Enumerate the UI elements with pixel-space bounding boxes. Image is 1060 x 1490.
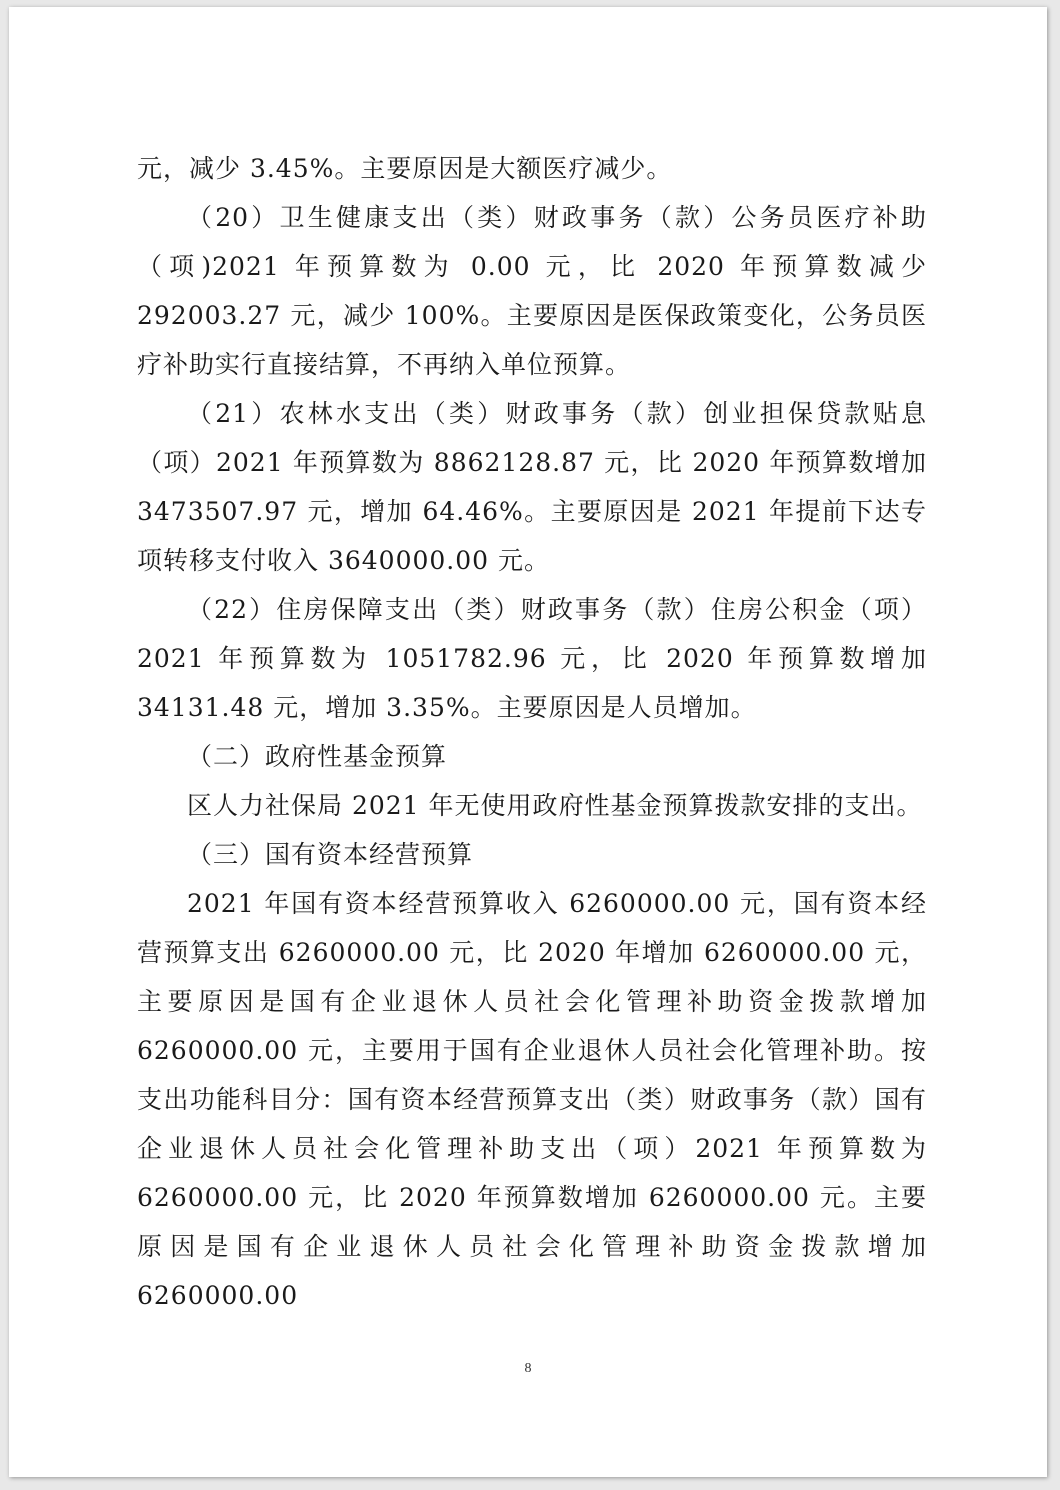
paragraph-item-22: （22）住房保障支出（类）财政事务（款）住房公积金（项）2021 年预算数为 1051782.96 元，比 2020 年预算数增加 34131.48 元，增加 3.35%。主要原因是人员增加。 xyxy=(137,595,927,722)
paragraph-item-21: （21）农林水支出（类）财政事务（款）创业担保贷款贴息（项）2021 年预算数为 8862128.87 元，比 2020 年预算数增加 3473507.97 元，增加 64.46%。主要原因是 2021 年提前下达专项转移支付收入 3640000.00 元。 xyxy=(137,399,927,575)
document-page xyxy=(9,7,1047,1477)
paragraph-government-fund: 区人力社保局 2021 年无使用政府性基金预算拨款安排的支出。 xyxy=(187,791,923,820)
document-body xyxy=(137,144,927,1320)
paragraph-continuation: 元，减少 3.45%。主要原因是大额医疗减少。 xyxy=(137,154,673,183)
page-number: 8 xyxy=(524,1361,532,1376)
section-heading-state-capital: （三）国有资本经营预算 xyxy=(187,840,474,869)
section-heading-government-fund: （二）政府性基金预算 xyxy=(187,742,448,771)
paragraph-state-capital: 2021 年国有资本经营预算收入 6260000.00 元，国有资本经营预算支出 6260000.00 元，比 2020 年增加 6260000.00 元，主要原因是国有企业退休人员社会化管理补助资金拨款增加 6260000.00 元，主要用于国有企业退休人员社会化管理补助。按支出功能科目分：国有资本经营预算支出（类）财政事务（款）国有企业退休人员社会化管理补助支出（项）2021 年预算数为 6260000.00 元，比 2020 年预算数增加 6260000.00 元。主要原因是国有企业退休人员社会化管理补助资金拨款增加 6260000.00 xyxy=(137,889,927,1310)
paragraph-item-20: （20）卫生健康支出（类）财政事务（款）公务员医疗补助（项)2021 年预算数为 0.00 元，比 2020 年预算数减少 292003.27 元，减少 100%。主要原因是医保政策变化，公务员医疗补助实行直接结算，不再纳入单位预算。 xyxy=(137,203,927,379)
